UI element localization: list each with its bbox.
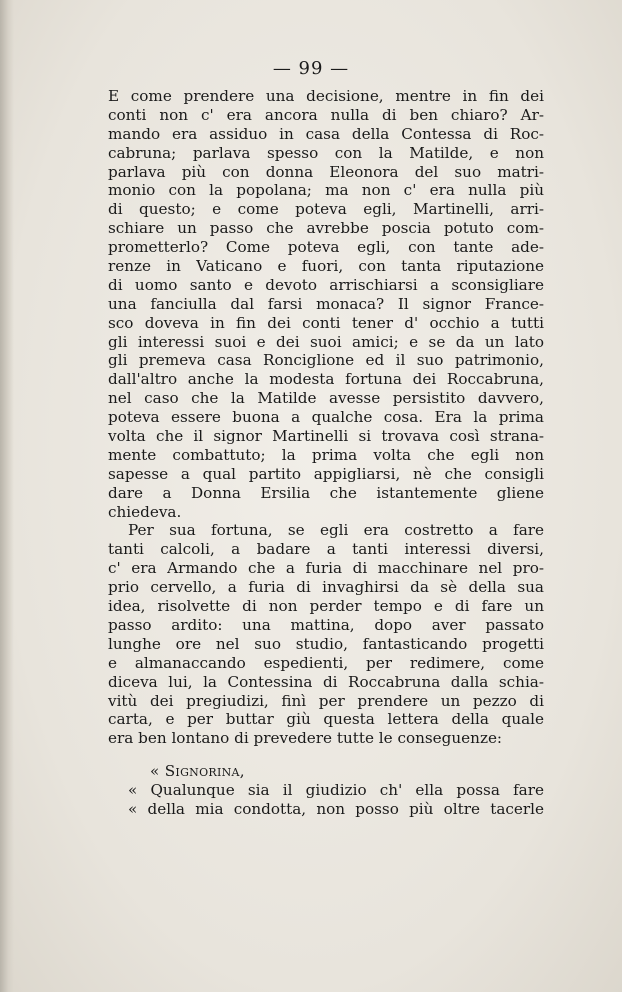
text-line: poteva essere buona a qualche cosa. Era la prima <box>108 408 544 427</box>
text-line: mente combattuto; la prima volta che egli non <box>108 445 544 464</box>
text-line: dall'altro anche la modesta fortuna dei Roccabruna, <box>108 370 544 389</box>
text-line: renze in Vaticano e fuori, con tanta riputazione <box>108 257 544 276</box>
text-line: nel caso che la Matilde avesse persistito davvero, <box>108 389 544 408</box>
letter-salutation: « Signorina, <box>150 762 245 781</box>
text-line: carta, e per buttar giù questa lettera della quale <box>108 710 544 729</box>
text-line: di questo; e come poteva egli, Martinelli, arri- <box>108 200 544 219</box>
text-line: dare a Donna Ersilia che istantemente gliene <box>108 483 544 502</box>
text-line: chiedeva. <box>108 502 182 521</box>
text-line: tanti calcoli, a badare a tanti interessi diversi, <box>108 540 544 559</box>
text-line: diceva lui, la Contessina di Roccabruna dalla schia- <box>108 672 544 691</box>
text-line: prometterlo? Come poteva egli, con tante ade- <box>108 238 544 257</box>
text-line: gli premeva casa Ronciglione ed il suo patrimonio, <box>108 351 544 370</box>
text-line: sco doveva in fin dei conti tener d' occhio a tutti <box>108 313 544 332</box>
text-line: cabruna; parlava spesso con la Matilde, e non <box>108 143 544 162</box>
text-line: parlava più con donna Eleonora del suo matri- <box>108 162 544 181</box>
text-line: una fanciulla dal farsi monaca? Il signor France- <box>108 294 544 313</box>
body-text <box>108 87 544 819</box>
text-line: Per sua fortuna, se egli era costretto a fare <box>128 521 544 540</box>
letter-line: « Qualunque sia il giudizio ch' ella possa fare <box>128 781 544 800</box>
page-binding-shadow <box>0 0 14 992</box>
text-line: c' era Armando che a furia di macchinare nel pro- <box>108 559 544 578</box>
text-line: passo ardito: una mattina, dopo aver passato <box>108 615 544 634</box>
text-line: prio cervello, a furia di invaghirsi da sè della sua <box>108 578 544 597</box>
text-line: E come prendere una decisione, mentre in fin dei <box>108 87 544 105</box>
text-line: vitù dei pregiudizi, finì per prendere un pezzo di <box>108 691 544 710</box>
text-line: idea, risolvette di non perder tempo e di fare un <box>108 597 544 616</box>
text-line: sapesse a qual partito appigliarsi, nè che consigli <box>108 464 544 483</box>
text-line: di uomo santo e devoto arrischiarsi a sconsigliare <box>108 275 544 294</box>
text-line: conti non c' era ancora nulla di ben chiaro? Ar- <box>108 105 544 124</box>
page-number: — 99 — <box>272 58 350 79</box>
text-line: schiare un passo che avrebbe poscia potuto com- <box>108 219 544 238</box>
text-line: mando era assiduo in casa della Contessa di Roc- <box>108 124 544 143</box>
text-line: monio con la popolana; ma non c' era nulla più <box>108 181 544 200</box>
text-line: volta che il signor Martinelli si trovava così strana- <box>108 427 544 446</box>
letter-line: « della mia condotta, non posso più oltre tacerle <box>128 799 544 818</box>
text-line: era ben lontano di prevedere tutte le conseguenze: <box>108 729 503 748</box>
text-line: lunghe ore nel suo studio, fantasticando progetti <box>108 634 544 653</box>
spacer <box>108 748 544 762</box>
paragraph <box>108 521 544 748</box>
letter-body <box>108 781 544 819</box>
text-line: e almanaccando espedienti, per redimere, come <box>108 653 544 672</box>
paragraph <box>108 87 544 521</box>
text-line: gli interessi suoi e dei suoi amici; e se da un lato <box>108 332 544 351</box>
